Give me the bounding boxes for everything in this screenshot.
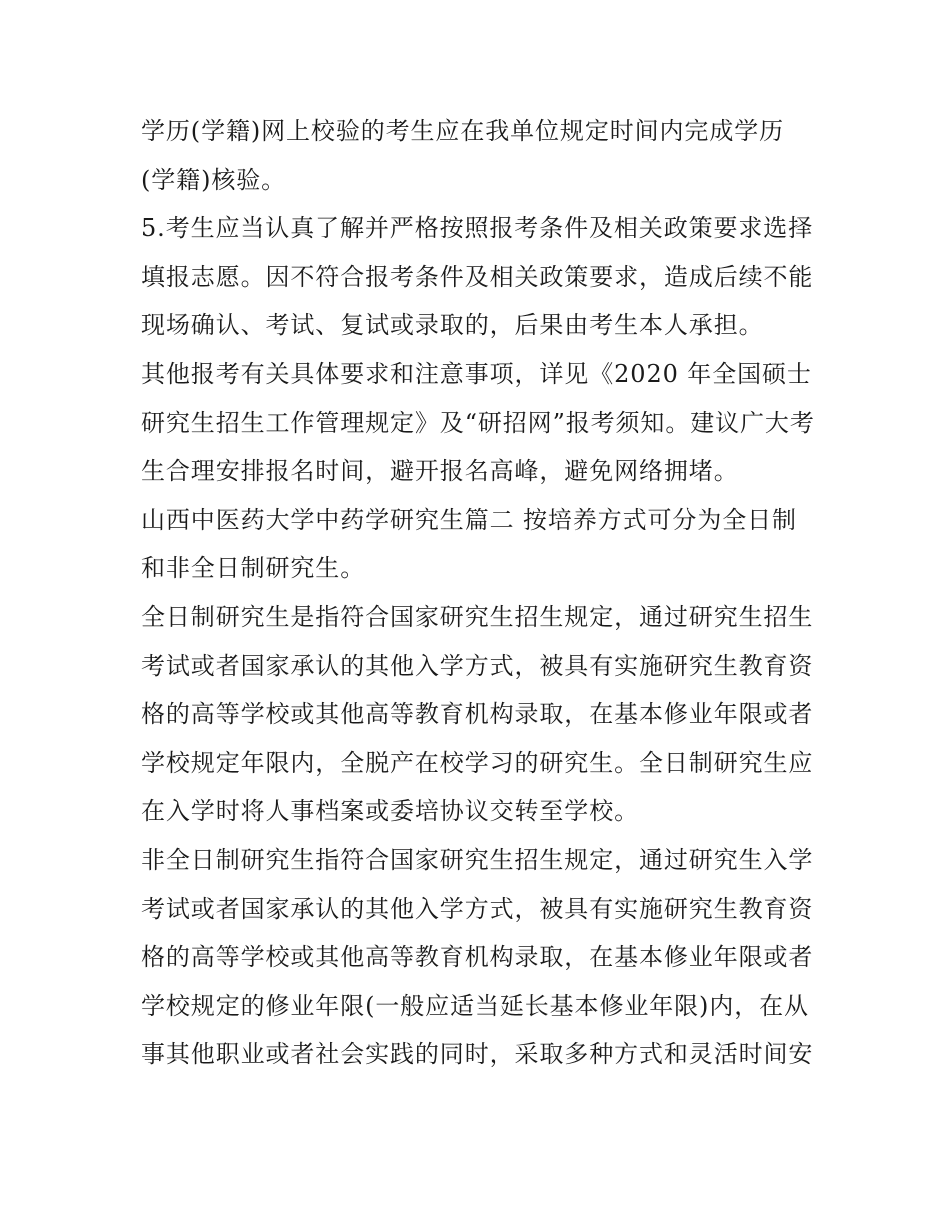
- text-line: 和非全日制研究生。: [141, 554, 366, 583]
- text-line: 山西中医药大学中药学研究生篇二 按培养方式可分为全日制: [141, 505, 797, 534]
- text-line: 全日制研究生是指符合国家研究生招生规定，通过研究生招生: [141, 602, 814, 631]
- text-line: 考试或者国家承认的其他入学方式，被具有实施研究生教育资: [141, 894, 814, 923]
- text-line: 填报志愿。因不符合报考条件及相关政策要求，造成后续不能: [141, 262, 814, 291]
- text-line: 生合理安排报名时间，避开报名高峰，避免网络拥堵。: [141, 457, 739, 486]
- text-line: 其他报考有关具体要求和注意事项，详见《2020 年全国硕士: [141, 359, 812, 388]
- text-line: 研究生招生工作管理规定》及“研招网”报考须知。建议广大考: [141, 408, 815, 437]
- text-line: 格的高等学校或其他高等教育机构录取，在基本修业年限或者: [141, 943, 814, 972]
- text-line: 非全日制研究生指符合国家研究生招生规定，通过研究生入学: [141, 845, 814, 874]
- text-line: 事其他职业或者社会实践的同时，采取多种方式和灵活时间安: [141, 1040, 814, 1069]
- document-body: [141, 107, 821, 1079]
- text-line: 学校规定的修业年限(一般应适当延长基本修业年限)内，在从: [141, 991, 809, 1020]
- text-line: 学历(学籍)网上校验的考生应在我单位规定时间内完成学历: [141, 117, 785, 145]
- text-line: 在入学时将人事档案或委培协议交转至学校。: [141, 797, 639, 826]
- text-line: 考试或者国家承认的其他入学方式，被具有实施研究生教育资: [141, 651, 814, 680]
- text-line: (学籍)核验。: [141, 165, 287, 194]
- text-line: 5.考生应当认真了解并严格按照报考条件及相关政策要求选择: [141, 214, 814, 243]
- text-line: 现场确认、考试、复试或录取的，后果由考生本人承担。: [141, 311, 764, 340]
- text-line: 格的高等学校或其他高等教育机构录取，在基本修业年限或者: [141, 700, 814, 729]
- text-line: 学校规定年限内，全脱产在校学习的研究生。全日制研究生应: [141, 748, 814, 777]
